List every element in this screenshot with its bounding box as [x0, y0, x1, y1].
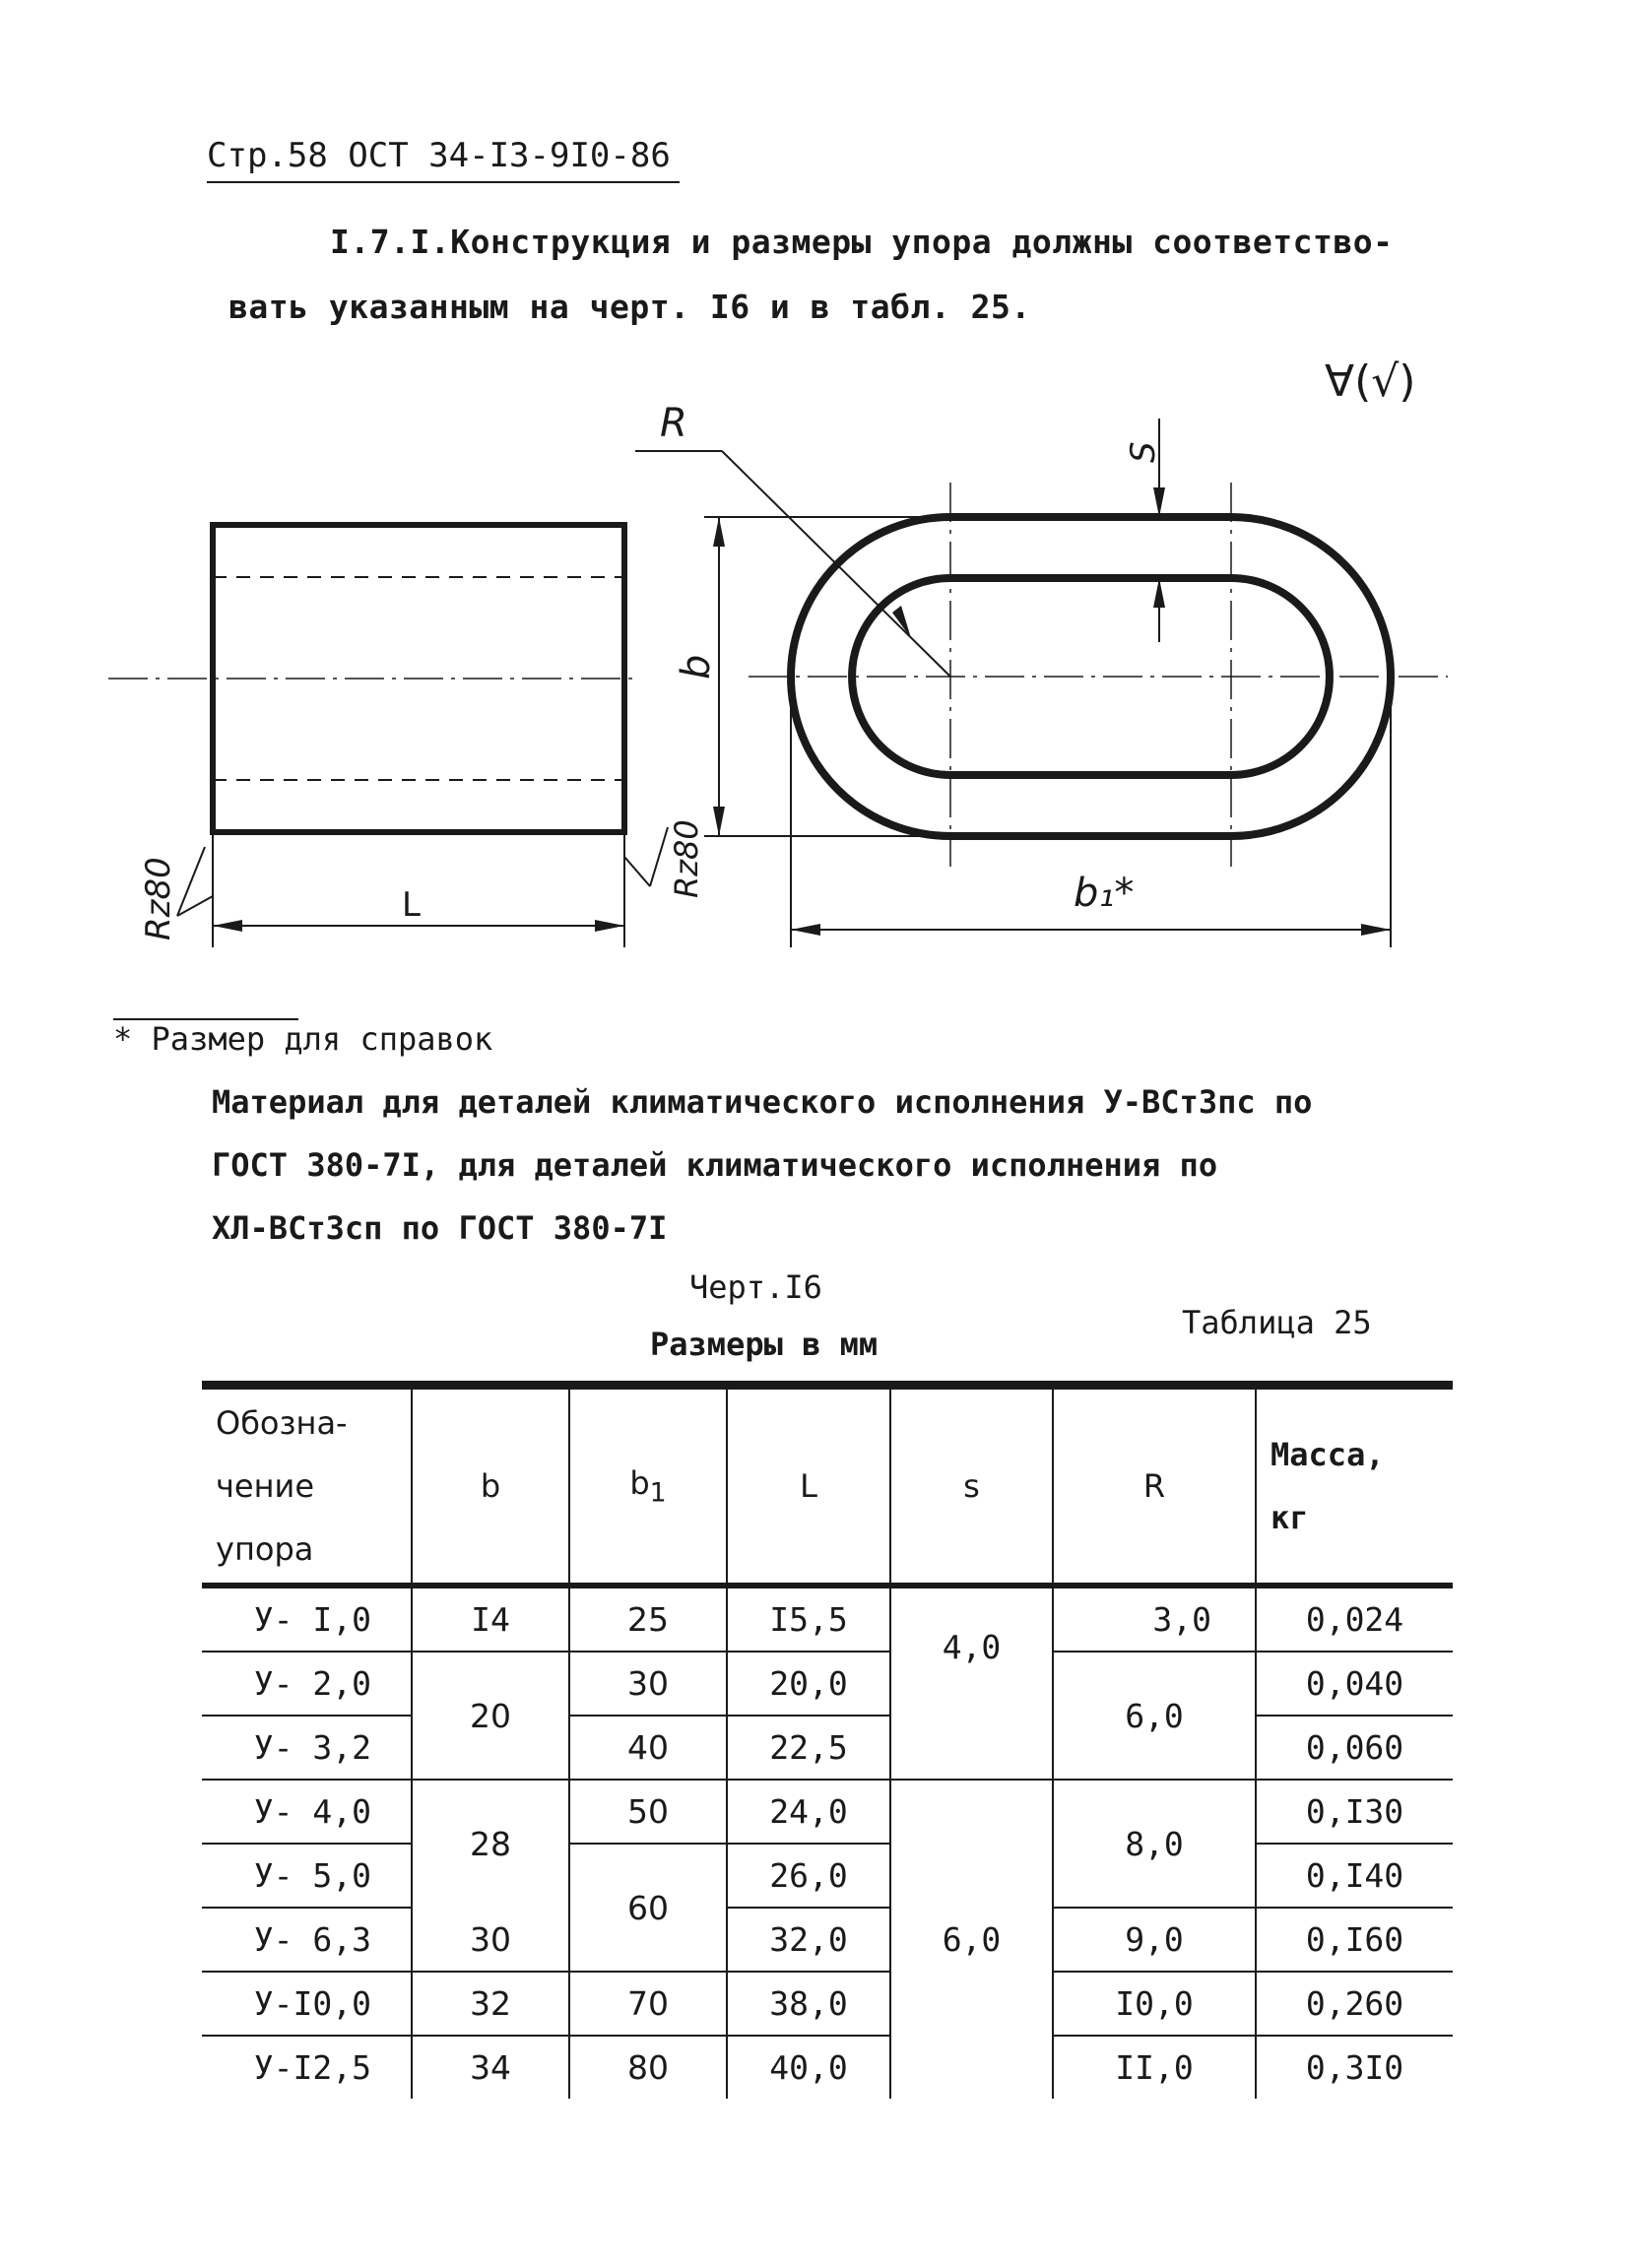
dimension-L-label: L — [402, 885, 421, 925]
table-row: У- 2,0 20 30 20,0 6,0 0,040 — [202, 1652, 1453, 1716]
table-row: У-I0,0 32 70 38,0 I0,0 0,260 — [202, 1972, 1453, 2036]
front-view — [635, 419, 1448, 947]
roughness-symbol: ∀(√) — [1325, 356, 1416, 407]
table-row: У- 5,0 60 26,0 0,I40 — [202, 1844, 1453, 1908]
header-mass: Масса, кг — [1256, 1386, 1453, 1587]
dimensions-table — [202, 1381, 1453, 2099]
units-caption: Размеры в мм — [650, 1326, 879, 1363]
table-row: У- 6,3 30 32,0 9,0 0,I60 — [202, 1908, 1453, 1972]
header-b1: $b_1$ — [569, 1386, 727, 1587]
table-row: У-I2,5 34 80 40,0 II,0 0,3I0 — [202, 2036, 1453, 2099]
table-header-row — [202, 1386, 1453, 1587]
header-s: s — [890, 1386, 1053, 1587]
wall-thickness-label: S — [1124, 441, 1163, 463]
table-row: У- I,0 I4 25 I5,5 4,0 3,0 0,024 — [202, 1586, 1453, 1652]
roughness-label-left: Rz80 — [139, 857, 178, 940]
radius-label: R — [660, 401, 687, 446]
technical-drawing — [0, 335, 1629, 965]
dimension-b1-label: b₁* — [1074, 871, 1135, 916]
dimension-b-label: b — [674, 654, 719, 680]
header-underline — [207, 181, 680, 183]
table-row: У- 4,0 28 50 24,0 6,0 8,0 0,I30 — [202, 1780, 1453, 1844]
material-line-2: ГОСТ 380-7I, для деталей климатического исполнения по — [212, 1146, 1218, 1184]
material-line-1: Материал для деталей климатического исполнения У-ВСт3пс по — [212, 1083, 1313, 1121]
material-line-3: ХЛ-ВСт3сп по ГОСТ 380-7I — [212, 1209, 668, 1247]
paragraph-line-1: I.7.I.Конструкция и размеры упора должны соответство- — [330, 223, 1394, 261]
reference-note-overline — [113, 1018, 298, 1020]
header-R: R — [1053, 1386, 1256, 1587]
page-header: Стр.58 ОСТ 34-I3-9I0-86 — [207, 136, 671, 175]
header-designation: Обозна- чение упора — [202, 1386, 412, 1587]
table-row: У- 3,2 40 22,5 0,060 — [202, 1716, 1453, 1780]
drawing-caption: Черт.I6 — [689, 1268, 822, 1306]
roughness-label-right: Rz80 — [668, 819, 705, 898]
side-view — [108, 525, 668, 947]
table-caption: Таблица 25 — [1182, 1304, 1372, 1341]
header-b: b — [412, 1386, 569, 1587]
reference-note: * Размер для справок — [113, 1020, 493, 1058]
paragraph-line-2: вать указанным на черт. I6 и в табл. 25. — [228, 288, 1031, 326]
header-L: L — [727, 1386, 890, 1587]
